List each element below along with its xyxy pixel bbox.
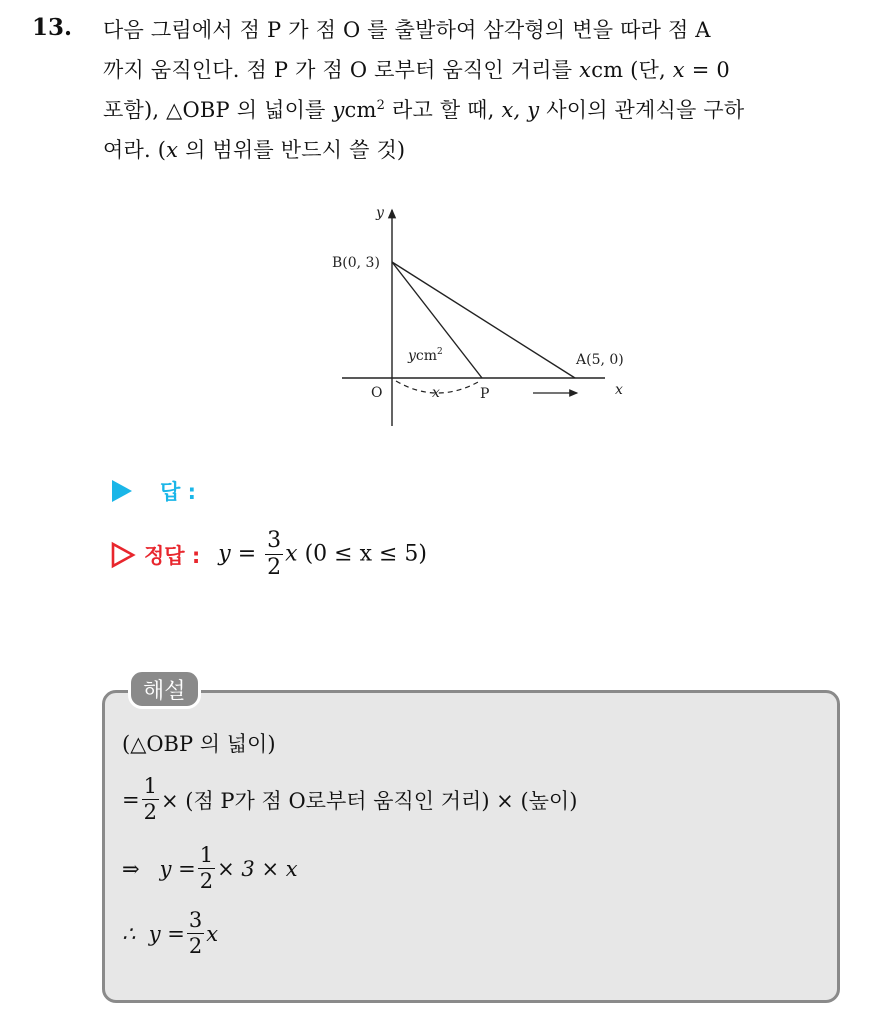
- explanation-line-2: = $\frac{1}{2}$ × (점 P가 점 O로부터 움직인 거리) × (높이): [122, 774, 578, 824]
- question-number: 13.: [32, 14, 73, 41]
- explanation-tag: 해설: [128, 669, 201, 709]
- y-axis-label: y: [376, 205, 384, 221]
- explanation-line-1: (△OBP 의 넓이): [122, 732, 276, 756]
- x-axis-label: x: [615, 382, 623, 398]
- explanation-fraction-2: $\frac{1}{2}$: [199, 843, 214, 893]
- triangle-figure: [320, 198, 640, 433]
- point-A-label: A(5, 0): [576, 352, 624, 368]
- point-B-label: B(0, 3): [332, 255, 380, 271]
- explanation-fraction-1: $\frac{1}{2}$: [143, 774, 157, 824]
- answer-fraction: $\frac{3}{2}$: [267, 528, 282, 580]
- play-triangle-icon: [110, 478, 134, 504]
- question-line-1: 다음 그림에서 점 P 가 점 O 를 출발하여 삼각형의 변을 따라 점 A: [103, 18, 711, 42]
- distance-label: x: [432, 385, 440, 401]
- correct-answer-row: [110, 530, 427, 579]
- answer-row: [110, 476, 196, 506]
- explanation-fraction-3: $\frac{3}{2}$: [188, 908, 203, 958]
- explanation-line-3: ⇒ y = $\frac{1}{2}$ × 3 × x: [122, 843, 298, 893]
- question-line-2: 까지 움직인다. 점 P 가 점 O 로부터 움직인 거리를 xcm (단, x = 0: [103, 58, 730, 82]
- question-line-3: 포함), △OBP 의 넓이를 ycm$^2$ 라고 할 때, x, y 사이의 관계식을 구하: [103, 98, 745, 122]
- point-P-label: P: [480, 386, 490, 402]
- explanation-line-4: ∴ y = $\frac{3}{2}$ x: [122, 908, 219, 958]
- outline-triangle-icon: [110, 541, 136, 569]
- origin-label: O: [371, 385, 383, 401]
- answer-formula: y = $\frac{3}{2}$ x (0 ≤ x ≤ 5): [218, 528, 427, 580]
- correct-answer-label: 정답 :: [144, 543, 201, 568]
- answer-label: 답 :: [160, 480, 196, 504]
- question-line-4: 여라. (x 의 범위를 반드시 쓸 것): [103, 138, 406, 162]
- area-label: ycm$^2$: [408, 347, 443, 364]
